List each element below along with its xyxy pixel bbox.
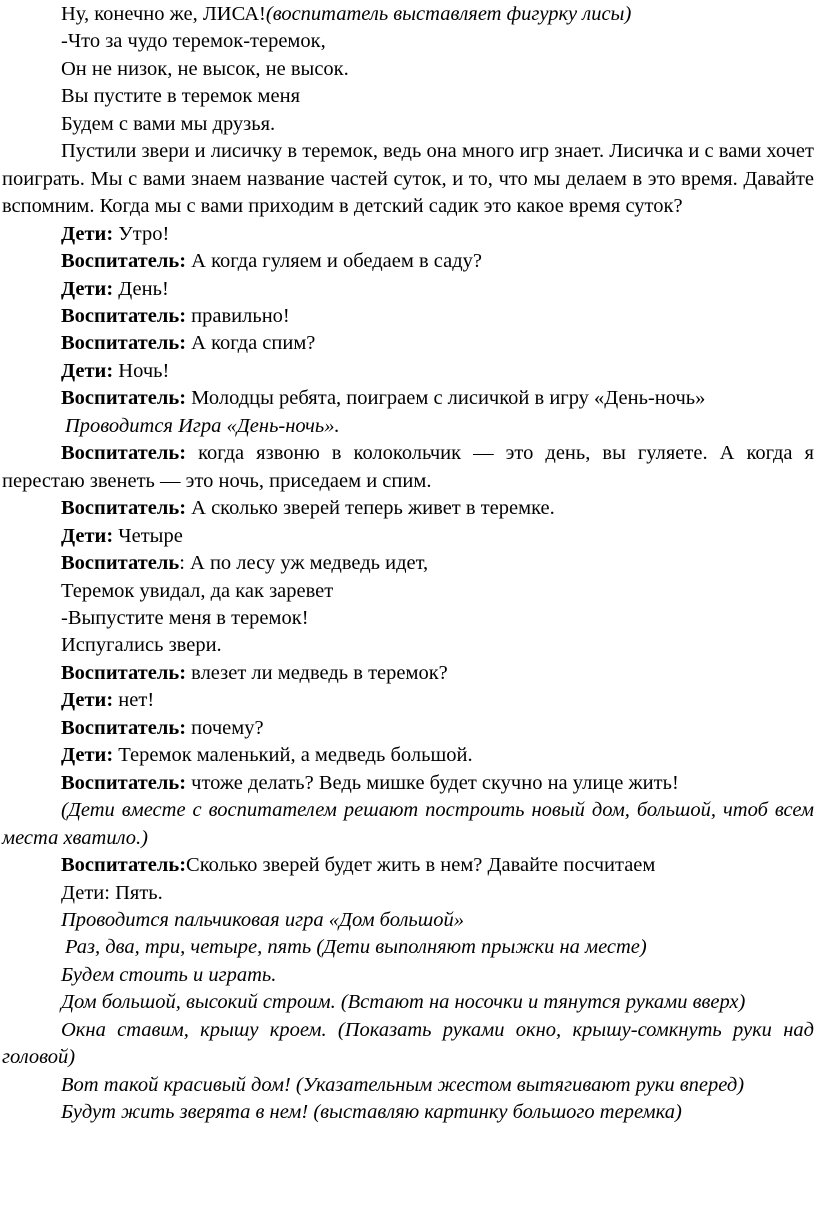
text-paragraph bbox=[2, 852, 814, 879]
text-paragraph bbox=[2, 742, 814, 769]
text-paragraph bbox=[2, 1099, 814, 1126]
text-paragraph bbox=[2, 385, 814, 412]
text-run: Молодцы ребята, поиграем с лисичкой в игру «День-ночь» bbox=[186, 387, 706, 410]
italic-text: Дом большой, высокий строим. (Встают на носочки и тянутся руками вверх) bbox=[61, 991, 746, 1014]
text-paragraph bbox=[2, 989, 814, 1016]
italic-text: Проводится пальчиковая игра «Дом большой» bbox=[61, 908, 464, 931]
text-run: нет! bbox=[113, 689, 155, 712]
text-paragraph bbox=[2, 56, 814, 83]
text-run: Теремок маленький, а медведь большой. bbox=[113, 744, 473, 767]
speaker-label: Воспитатель: bbox=[61, 497, 187, 520]
text-paragraph bbox=[2, 83, 814, 110]
text-paragraph bbox=[2, 907, 814, 934]
text-run: Ну, конечно же, ЛИСА! bbox=[61, 3, 266, 25]
speaker-label: Дети: bbox=[61, 359, 114, 382]
italic-text: Окна ставим, крышу кроем. (Показать руками окно, крышу-сомкнуть руки над головой) bbox=[2, 1018, 814, 1069]
text-paragraph bbox=[2, 221, 814, 248]
speaker-label: Дети: bbox=[61, 277, 114, 300]
speaker-label: Дети: bbox=[61, 524, 114, 547]
speaker-label: Дети: bbox=[61, 689, 114, 712]
text-paragraph bbox=[2, 578, 814, 605]
text-run: -Что за чудо теремок-теремок, bbox=[61, 30, 326, 53]
text-run: чтоже делать? Ведь мишке будет скучно на улице жить! bbox=[186, 771, 679, 794]
italic-text: Будут жить зверята в нем! (выставляю картинку большого теремка) bbox=[61, 1101, 682, 1124]
text-paragraph bbox=[2, 632, 814, 659]
speaker-label: Воспитатель: bbox=[61, 304, 187, 327]
text-run: Сколько зверей будет жить в нем? Давайте посчитаем bbox=[186, 854, 656, 877]
text-paragraph bbox=[2, 550, 814, 577]
text-paragraph bbox=[2, 880, 814, 907]
text-run: -Выпустите меня в теремок! bbox=[61, 606, 309, 629]
text-run: Он не низок, не высок, не высок. bbox=[61, 57, 349, 80]
speaker-label: Воспитатель: bbox=[61, 250, 187, 273]
text-paragraph bbox=[2, 248, 814, 275]
text-run: Теремок увидал, да как заревет bbox=[61, 579, 334, 602]
text-run: правильно! bbox=[186, 304, 290, 327]
text-paragraph bbox=[2, 715, 814, 742]
text-run: когда язвоню в колокольчик — это день, вы гуляете. А когда я перестаю звенеть — это ночь, приседаем и спим. bbox=[2, 442, 814, 492]
text-paragraph bbox=[2, 1072, 814, 1099]
text-run: Утро! bbox=[113, 222, 170, 245]
text-paragraph bbox=[2, 797, 814, 852]
speaker-label: Воспитатель: bbox=[61, 442, 187, 465]
italic-text: (Дети вместе с воспитателем решают построить новый дом, большой, чтоб всем места хватило.) bbox=[2, 799, 814, 849]
text-run: почему? bbox=[186, 716, 264, 739]
speaker-label: Воспитатель: bbox=[61, 332, 187, 355]
text-paragraph bbox=[2, 962, 814, 989]
text-paragraph bbox=[2, 523, 814, 550]
text-paragraph bbox=[2, 138, 814, 220]
italic-text: Раз, два, три, четыре, пять (Дети выполняют прыжки на месте) bbox=[65, 936, 647, 959]
speaker-label: Воспитатель: bbox=[61, 661, 187, 684]
text-run: Будем с вами мы друзья. bbox=[61, 112, 276, 135]
text-run: А когда гуляем и обедаем в саду? bbox=[186, 250, 482, 273]
text-paragraph bbox=[2, 28, 814, 55]
text-paragraph bbox=[2, 687, 814, 714]
text-paragraph bbox=[2, 1, 814, 28]
text-run: День! bbox=[113, 277, 169, 300]
text-run: Пустили звери и лисичку в теремок, ведь она много игр знает. Лисичка и с вами хочет поиграть. Мы с вами знаем название частей суток, и то, что мы делаем в это время. Давайте вспомним. Когда мы с вами приходим в детский садик это какое время суток? bbox=[2, 140, 814, 218]
text-paragraph bbox=[2, 605, 814, 632]
text-paragraph bbox=[2, 413, 814, 440]
speaker-label: Дети: bbox=[61, 744, 114, 767]
text-paragraph bbox=[2, 660, 814, 687]
text-paragraph bbox=[2, 303, 814, 330]
speaker-label: Воспитатель: bbox=[61, 771, 187, 794]
speaker-label: Воспитатель: bbox=[61, 387, 187, 410]
text-paragraph bbox=[2, 934, 814, 961]
speaker-label: Дети: bbox=[61, 222, 114, 245]
text-paragraph bbox=[2, 1017, 814, 1072]
text-run: А сколько зверей теперь живет в теремке. bbox=[186, 497, 555, 520]
text-paragraph bbox=[2, 276, 814, 303]
text-paragraph bbox=[2, 358, 814, 385]
text-paragraph bbox=[2, 330, 814, 357]
text-paragraph bbox=[2, 495, 814, 522]
italic-text: (воспитатель выставляет фигурку лисы) bbox=[265, 3, 632, 25]
text-paragraph bbox=[2, 111, 814, 138]
text-run: А когда спим? bbox=[186, 332, 316, 355]
text-run: Дети: Пять. bbox=[61, 881, 163, 904]
text-paragraph bbox=[2, 440, 814, 495]
speaker-label: Воспитатель bbox=[61, 552, 180, 575]
text-paragraph bbox=[2, 770, 814, 797]
text-run: Ночь! bbox=[113, 359, 170, 382]
speaker-label: Воспитатель: bbox=[61, 854, 187, 877]
text-run: : А по лесу уж медведь идет, bbox=[179, 552, 429, 575]
text-run: Четыре bbox=[113, 524, 183, 547]
text-run: Вы пустите в теремок меня bbox=[61, 85, 300, 108]
text-run: Испугались звери. bbox=[61, 634, 222, 657]
text-run: влезет ли медведь в теремок? bbox=[186, 661, 448, 684]
italic-text: Вот такой красивый дом! (Указательным жестом вытягивают руки вперед) bbox=[61, 1073, 745, 1096]
speaker-label: Воспитатель: bbox=[61, 716, 187, 739]
italic-text: Проводится Игра «День-ночь». bbox=[65, 414, 340, 437]
italic-text: Будем стоить и играть. bbox=[61, 963, 277, 986]
